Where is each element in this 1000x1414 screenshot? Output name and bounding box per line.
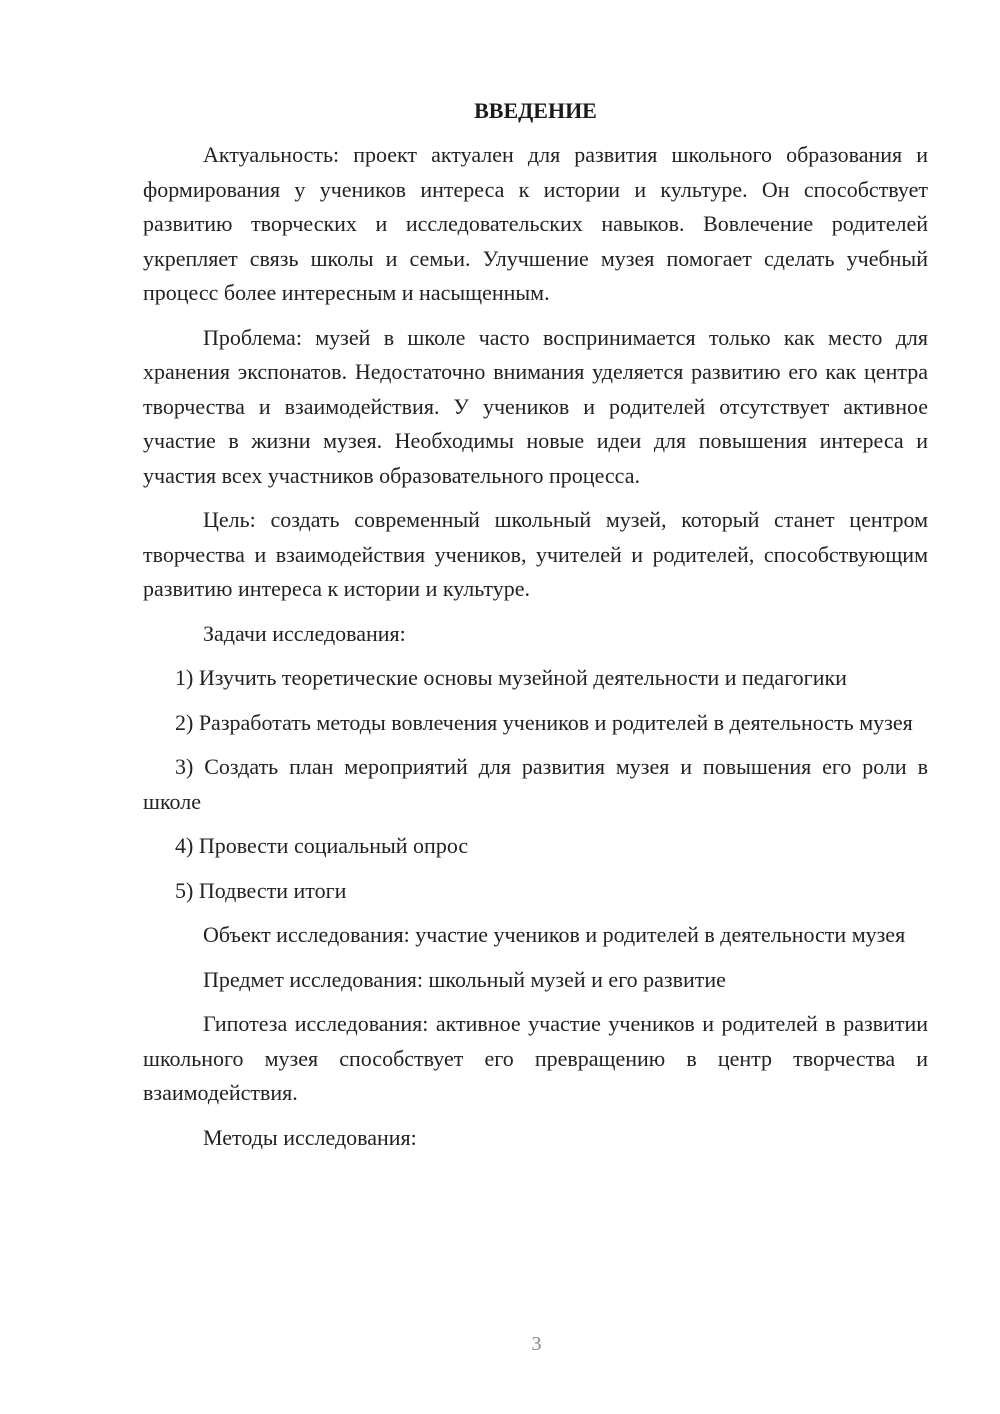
subject-paragraph: Предмет исследования: школьный музей и его развитие xyxy=(203,966,726,992)
task-item-3: 3) Создать план мероприятий для развития музея и повышения его роли в школе xyxy=(143,754,928,814)
tasks-title: Задачи исследования: xyxy=(203,620,406,646)
goal-paragraph: Цель: создать современный школьный музей, который станет центром творчества и взаимодействия учеников, учителей и родителей, способствующим развитию интереса к истории и культуре. xyxy=(143,507,928,601)
relevance-paragraph: Актуальность: проект актуален для развития школьного образования и формирования у учеников интереса к истории и культуре. Он способствует развитию творческих и исследовательских навыков. Вовлечение родителей укрепляет связь школы и семьи. Улучшение музея помогает сделать учебный процесс более интересным и насыщенным. xyxy=(143,142,928,305)
page-heading: ВВЕДЕНИЕ xyxy=(474,98,597,123)
document-page xyxy=(143,96,928,1165)
methods-paragraph: Методы исследования: xyxy=(203,1124,417,1150)
object-paragraph: Объект исследования: участие учеников и родителей в деятельности музея xyxy=(203,922,906,947)
task-item-4: 4) Провести социальный опрос xyxy=(175,833,469,858)
task-item-1: 1) Изучить теоретические основы музейной деятельности и педагогики xyxy=(175,665,847,690)
page-number: 3 xyxy=(531,1333,542,1355)
hypothesis-paragraph: Гипотеза исследования: активное участие учеников и родителей в развитии школьного музея способствует его превращению в центр творчества и взаимодействия. xyxy=(143,1011,928,1105)
task-item-2: 2) Разработать методы вовлечения учеников и родителей в деятельность музея xyxy=(175,709,913,735)
problem-paragraph: Проблема: музей в школе часто воспринимается только как место для хранения экспонатов. Недостаточно внимания уделяется развитию его как центра творчества и взаимодействия. У учеников и родителей отсутствует активное участие в жизни музея. Необходимы новые идеи для повышения интереса и участия всех участников образовательного процесса. xyxy=(143,324,928,488)
task-item-5: 5) Подвести итоги xyxy=(175,877,347,903)
